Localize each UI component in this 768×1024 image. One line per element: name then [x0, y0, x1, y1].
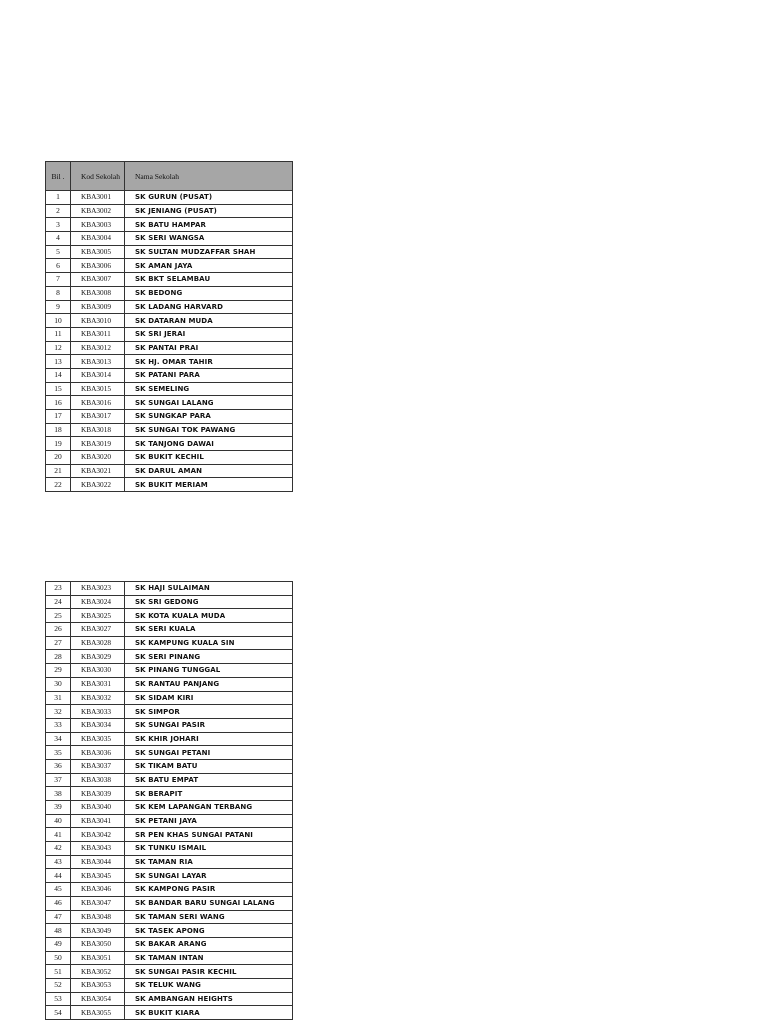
cell-kod-sekolah: KBA3043: [71, 842, 125, 856]
cell-nama-sekolah: SK AMBANGAN HEIGHTS: [125, 992, 293, 1006]
cell-kod-sekolah: KBA3003: [71, 218, 125, 232]
table-row: [46, 677, 293, 691]
cell-bil: 43: [46, 855, 71, 869]
cell-bil: 52: [46, 978, 71, 992]
table-row: [46, 396, 293, 410]
table-row: [46, 437, 293, 451]
cell-nama-sekolah: SK TAMAN RIA: [125, 855, 293, 869]
table-row: [46, 992, 293, 1006]
cell-kod-sekolah: KBA3047: [71, 896, 125, 910]
table-row: [46, 759, 293, 773]
cell-kod-sekolah: KBA3038: [71, 773, 125, 787]
cell-bil: 1: [46, 191, 71, 205]
cell-kod-sekolah: KBA3036: [71, 746, 125, 760]
table-row: [46, 896, 293, 910]
cell-kod-sekolah: KBA3049: [71, 924, 125, 938]
table-1-body: [46, 191, 293, 492]
cell-kod-sekolah: KBA3007: [71, 273, 125, 287]
cell-bil: 46: [46, 896, 71, 910]
school-table-1: [45, 161, 293, 492]
cell-bil: 38: [46, 787, 71, 801]
cell-nama-sekolah: SK SRI JERAI: [125, 327, 293, 341]
cell-bil: 12: [46, 341, 71, 355]
cell-bil: 16: [46, 396, 71, 410]
cell-nama-sekolah: SK TUNKU ISMAIL: [125, 842, 293, 856]
cell-nama-sekolah: SK KEM LAPANGAN TERBANG: [125, 801, 293, 815]
cell-bil: 11: [46, 327, 71, 341]
cell-bil: 53: [46, 992, 71, 1006]
table-row: [46, 650, 293, 664]
cell-bil: 25: [46, 609, 71, 623]
table-row: [46, 204, 293, 218]
cell-kod-sekolah: KBA3052: [71, 965, 125, 979]
cell-kod-sekolah: KBA3011: [71, 327, 125, 341]
table-row: [46, 300, 293, 314]
cell-kod-sekolah: KBA3032: [71, 691, 125, 705]
cell-nama-sekolah: SK PANTAI PRAI: [125, 341, 293, 355]
cell-bil: 48: [46, 924, 71, 938]
table-row: [46, 828, 293, 842]
cell-bil: 10: [46, 314, 71, 328]
cell-nama-sekolah: SK SIDAM KIRI: [125, 691, 293, 705]
cell-kod-sekolah: KBA3012: [71, 341, 125, 355]
cell-kod-sekolah: KBA3005: [71, 245, 125, 259]
cell-kod-sekolah: KBA3031: [71, 677, 125, 691]
cell-nama-sekolah: SK BATU HAMPAR: [125, 218, 293, 232]
cell-nama-sekolah: SK PETANI JAYA: [125, 814, 293, 828]
table-row: [46, 382, 293, 396]
table-row: [46, 842, 293, 856]
cell-kod-sekolah: KBA3014: [71, 368, 125, 382]
cell-kod-sekolah: KBA3018: [71, 423, 125, 437]
header-bil: Bil .: [46, 162, 71, 191]
table-row: [46, 273, 293, 287]
cell-nama-sekolah: SK DARUL AMAN: [125, 464, 293, 478]
cell-kod-sekolah: KBA3054: [71, 992, 125, 1006]
table-row: [46, 883, 293, 897]
cell-kod-sekolah: KBA3015: [71, 382, 125, 396]
cell-nama-sekolah: SK JENIANG (PUSAT): [125, 204, 293, 218]
cell-nama-sekolah: SK KAMPONG PASIR: [125, 883, 293, 897]
table-row: [46, 423, 293, 437]
cell-kod-sekolah: KBA3023: [71, 582, 125, 596]
cell-kod-sekolah: KBA3055: [71, 1006, 125, 1020]
cell-kod-sekolah: KBA3040: [71, 801, 125, 815]
cell-bil: 39: [46, 801, 71, 815]
table-header-row: [46, 162, 293, 191]
cell-kod-sekolah: KBA3037: [71, 759, 125, 773]
cell-kod-sekolah: KBA3013: [71, 355, 125, 369]
cell-nama-sekolah: SK TELUK WANG: [125, 978, 293, 992]
cell-nama-sekolah: SK BEDONG: [125, 286, 293, 300]
table-row: [46, 368, 293, 382]
table-row: [46, 965, 293, 979]
table-row: [46, 924, 293, 938]
cell-bil: 3: [46, 218, 71, 232]
table-row: [46, 1006, 293, 1020]
table-row: [46, 910, 293, 924]
cell-kod-sekolah: KBA3039: [71, 787, 125, 801]
cell-nama-sekolah: SK KAMPUNG KUALA SIN: [125, 636, 293, 650]
cell-kod-sekolah: KBA3045: [71, 869, 125, 883]
cell-bil: 40: [46, 814, 71, 828]
cell-kod-sekolah: KBA3001: [71, 191, 125, 205]
cell-kod-sekolah: KBA3042: [71, 828, 125, 842]
cell-nama-sekolah: SK TIKAM BATU: [125, 759, 293, 773]
cell-bil: 26: [46, 623, 71, 637]
cell-kod-sekolah: KBA3004: [71, 232, 125, 246]
cell-kod-sekolah: KBA3006: [71, 259, 125, 273]
table-row: [46, 855, 293, 869]
cell-bil: 35: [46, 746, 71, 760]
cell-bil: 29: [46, 664, 71, 678]
cell-nama-sekolah: SK KOTA KUALA MUDA: [125, 609, 293, 623]
cell-bil: 42: [46, 842, 71, 856]
table-row: [46, 355, 293, 369]
cell-nama-sekolah: SK LADANG HARVARD: [125, 300, 293, 314]
cell-kod-sekolah: KBA3050: [71, 937, 125, 951]
cell-bil: 9: [46, 300, 71, 314]
cell-bil: 5: [46, 245, 71, 259]
cell-kod-sekolah: KBA3017: [71, 410, 125, 424]
cell-kod-sekolah: KBA3020: [71, 451, 125, 465]
table-row: [46, 691, 293, 705]
cell-nama-sekolah: SK TANJONG DAWAI: [125, 437, 293, 451]
table-row: [46, 951, 293, 965]
cell-nama-sekolah: SK SRI GEDONG: [125, 595, 293, 609]
cell-kod-sekolah: KBA3021: [71, 464, 125, 478]
cell-kod-sekolah: KBA3048: [71, 910, 125, 924]
cell-bil: 24: [46, 595, 71, 609]
cell-nama-sekolah: SK SEMELING: [125, 382, 293, 396]
cell-bil: 7: [46, 273, 71, 287]
cell-bil: 2: [46, 204, 71, 218]
cell-kod-sekolah: KBA3008: [71, 286, 125, 300]
cell-nama-sekolah: SK SERI KUALA: [125, 623, 293, 637]
cell-nama-sekolah: SK SUNGAI LAYAR: [125, 869, 293, 883]
table-row: [46, 245, 293, 259]
cell-nama-sekolah: SK TAMAN SERI WANG: [125, 910, 293, 924]
cell-bil: 41: [46, 828, 71, 842]
cell-kod-sekolah: KBA3002: [71, 204, 125, 218]
cell-nama-sekolah: SK SUNGAI PETANI: [125, 746, 293, 760]
cell-nama-sekolah: SK BKT SELAMBAU: [125, 273, 293, 287]
table-row: [46, 636, 293, 650]
table-row: [46, 746, 293, 760]
table-row: [46, 327, 293, 341]
table-row: [46, 341, 293, 355]
table-row: [46, 582, 293, 596]
cell-nama-sekolah: SR PEN KHAS SUNGAI PATANI: [125, 828, 293, 842]
cell-nama-sekolah: SK HAJI SULAIMAN: [125, 582, 293, 596]
table-row: [46, 314, 293, 328]
cell-nama-sekolah: SK TASEK APONG: [125, 924, 293, 938]
cell-kod-sekolah: KBA3028: [71, 636, 125, 650]
cell-nama-sekolah: SK SIMPOR: [125, 705, 293, 719]
table-row: [46, 705, 293, 719]
cell-nama-sekolah: SK SERI PINANG: [125, 650, 293, 664]
cell-bil: 47: [46, 910, 71, 924]
cell-bil: 36: [46, 759, 71, 773]
cell-nama-sekolah: SK KHIR JOHARI: [125, 732, 293, 746]
cell-kod-sekolah: KBA3053: [71, 978, 125, 992]
header-kod-sekolah: Kod Sekolah: [71, 162, 125, 191]
cell-bil: 23: [46, 582, 71, 596]
cell-kod-sekolah: KBA3034: [71, 718, 125, 732]
cell-bil: 44: [46, 869, 71, 883]
table-row: [46, 259, 293, 273]
cell-nama-sekolah: SK HJ. OMAR TAHIR: [125, 355, 293, 369]
cell-nama-sekolah: SK SULTAN MUDZAFFAR SHAH: [125, 245, 293, 259]
table-row: [46, 732, 293, 746]
table-row: [46, 609, 293, 623]
cell-nama-sekolah: SK PATANI PARA: [125, 368, 293, 382]
cell-bil: 45: [46, 883, 71, 897]
table-row: [46, 718, 293, 732]
cell-nama-sekolah: SK SUNGKAP PARA: [125, 410, 293, 424]
cell-nama-sekolah: SK BERAPIT: [125, 787, 293, 801]
cell-kod-sekolah: KBA3027: [71, 623, 125, 637]
cell-nama-sekolah: SK SERI WANGSA: [125, 232, 293, 246]
cell-kod-sekolah: KBA3022: [71, 478, 125, 492]
cell-nama-sekolah: SK BANDAR BARU SUNGAI LALANG: [125, 896, 293, 910]
table-row: [46, 451, 293, 465]
cell-bil: 27: [46, 636, 71, 650]
cell-kod-sekolah: KBA3030: [71, 664, 125, 678]
cell-nama-sekolah: SK SUNGAI PASIR: [125, 718, 293, 732]
cell-bil: 28: [46, 650, 71, 664]
cell-bil: 49: [46, 937, 71, 951]
cell-nama-sekolah: SK BAKAR ARANG: [125, 937, 293, 951]
cell-bil: 18: [46, 423, 71, 437]
table-2-body: [46, 582, 293, 1020]
cell-bil: 33: [46, 718, 71, 732]
cell-bil: 54: [46, 1006, 71, 1020]
cell-bil: 15: [46, 382, 71, 396]
cell-kod-sekolah: KBA3010: [71, 314, 125, 328]
cell-nama-sekolah: SK SUNGAI TOK PAWANG: [125, 423, 293, 437]
table-row: [46, 787, 293, 801]
cell-kod-sekolah: KBA3019: [71, 437, 125, 451]
cell-bil: 22: [46, 478, 71, 492]
table-row: [46, 814, 293, 828]
cell-bil: 20: [46, 451, 71, 465]
cell-bil: 51: [46, 965, 71, 979]
cell-kod-sekolah: KBA3041: [71, 814, 125, 828]
header-nama-sekolah: Nama Sekolah: [125, 162, 293, 191]
cell-nama-sekolah: SK BUKIT KECHIL: [125, 451, 293, 465]
cell-bil: 30: [46, 677, 71, 691]
cell-bil: 31: [46, 691, 71, 705]
cell-kod-sekolah: KBA3024: [71, 595, 125, 609]
table-row: [46, 623, 293, 637]
cell-bil: 14: [46, 368, 71, 382]
table-row: [46, 191, 293, 205]
cell-bil: 13: [46, 355, 71, 369]
table-row: [46, 664, 293, 678]
cell-kod-sekolah: KBA3035: [71, 732, 125, 746]
cell-kod-sekolah: KBA3033: [71, 705, 125, 719]
cell-kod-sekolah: KBA3009: [71, 300, 125, 314]
cell-bil: 19: [46, 437, 71, 451]
table-row: [46, 937, 293, 951]
cell-kod-sekolah: KBA3016: [71, 396, 125, 410]
cell-kod-sekolah: KBA3044: [71, 855, 125, 869]
cell-nama-sekolah: SK SUNGAI LALANG: [125, 396, 293, 410]
cell-nama-sekolah: SK BATU EMPAT: [125, 773, 293, 787]
cell-bil: 37: [46, 773, 71, 787]
cell-bil: 6: [46, 259, 71, 273]
cell-nama-sekolah: SK GURUN (PUSAT): [125, 191, 293, 205]
table-row: [46, 218, 293, 232]
table-row: [46, 801, 293, 815]
cell-nama-sekolah: SK RANTAU PANJANG: [125, 677, 293, 691]
cell-bil: 32: [46, 705, 71, 719]
cell-bil: 21: [46, 464, 71, 478]
cell-nama-sekolah: SK TAMAN INTAN: [125, 951, 293, 965]
cell-nama-sekolah: SK PINANG TUNGGAL: [125, 664, 293, 678]
table-row: [46, 232, 293, 246]
cell-nama-sekolah: SK AMAN JAYA: [125, 259, 293, 273]
table-row: [46, 464, 293, 478]
cell-bil: 17: [46, 410, 71, 424]
cell-bil: 50: [46, 951, 71, 965]
table-row: [46, 478, 293, 492]
cell-nama-sekolah: SK BUKIT MERIAM: [125, 478, 293, 492]
cell-kod-sekolah: KBA3051: [71, 951, 125, 965]
cell-kod-sekolah: KBA3025: [71, 609, 125, 623]
table-row: [46, 869, 293, 883]
table-row: [46, 286, 293, 300]
cell-nama-sekolah: SK SUNGAI PASIR KECHIL: [125, 965, 293, 979]
cell-nama-sekolah: SK BUKIT KIARA: [125, 1006, 293, 1020]
table-row: [46, 595, 293, 609]
cell-kod-sekolah: KBA3046: [71, 883, 125, 897]
table-row: [46, 978, 293, 992]
cell-kod-sekolah: KBA3029: [71, 650, 125, 664]
cell-bil: 8: [46, 286, 71, 300]
cell-bil: 34: [46, 732, 71, 746]
school-table-2: [45, 581, 293, 1020]
cell-nama-sekolah: SK DATARAN MUDA: [125, 314, 293, 328]
table-row: [46, 410, 293, 424]
table-row: [46, 773, 293, 787]
cell-bil: 4: [46, 232, 71, 246]
